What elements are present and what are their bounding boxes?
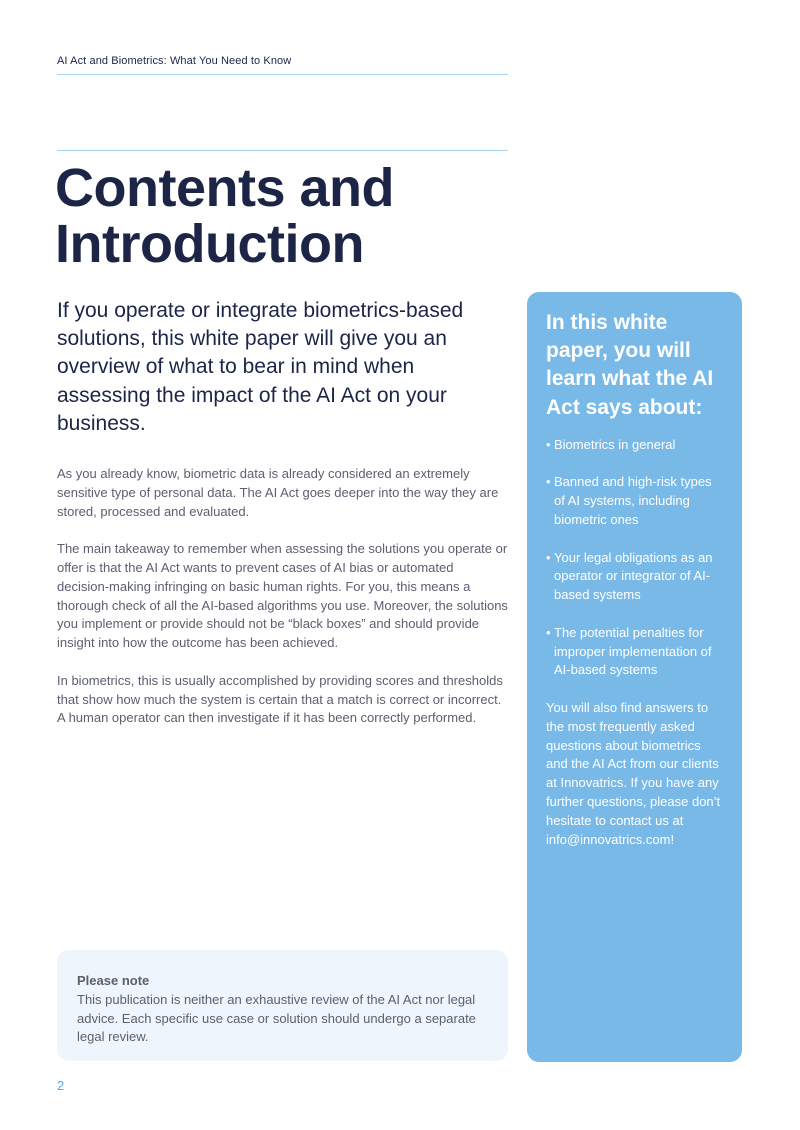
title-divider (57, 150, 508, 151)
bullet-icon: • (546, 549, 551, 565)
page-title (55, 160, 515, 272)
note-heading: Please note (77, 973, 150, 988)
sidebar-item-label: Your legal obligations as an operator or integrator of AI-based systems (554, 549, 713, 603)
sidebar-list-item (546, 473, 724, 529)
summary-sidebar (527, 292, 742, 1062)
sidebar-item-label: Biometrics in general (554, 436, 676, 452)
page-number: 2 (57, 1078, 65, 1093)
header-divider (57, 74, 508, 75)
sidebar-list-item (546, 549, 724, 605)
bullet-icon: • (546, 474, 551, 490)
note-box (57, 950, 508, 1061)
bullet-icon: • (546, 436, 551, 452)
note-text: This publication is neither an exhaustive review of the AI Act nor legal advice. Each specific use case or solution should undergo a separate legal review. (77, 991, 476, 1045)
body-text (57, 465, 509, 747)
page-title-line-1: Contents and (55, 158, 394, 218)
body-paragraph-3: In biometrics, this is usually accomplished by providing scores and thresholds that show how much the system is certain that a match is correct or incorrect. A human operator can then investigate if it has been correctly performed. (57, 672, 503, 726)
sidebar-list-item (546, 624, 724, 680)
page-title-line-2: Introduction (55, 214, 364, 274)
sidebar-outro: You will also find answers to the most frequently asked questions about biometrics and the AI Act from our clients at Innovatrics. If you have any further questions, please don’t hesitate to contact us at info@innovatrics.com! (546, 699, 721, 847)
sidebar-title: In this white paper, you will learn what the AI Act says about: (546, 311, 714, 419)
sidebar-item-label: The potential penalties for improper implementation of AI-based systems (554, 624, 712, 678)
lead-paragraph: If you operate or integrate biometrics-based solutions, this white paper will give you an overview of what to bear in mind when assessing the impact of the AI Act on your business. (57, 299, 464, 435)
running-header: AI Act and Biometrics: What You Need to Know (57, 55, 292, 67)
body-paragraph-2: The main takeaway to remember when assessing the solutions you operate or offer is that the AI Act wants to prevent cases of AI bias or automated decision-making infringing on basic human rights. For you, this means a thorough check of all the AI-based algorithms you use. Moreover, the solutions you implement or provide should not be “black boxes” and should provide insight into how the outcome has been achieved. (57, 541, 508, 651)
bullet-icon: • (546, 624, 551, 640)
body-paragraph-1: As you already know, biometric data is already considered an extremely sensitive type of personal data. The AI Act goes deeper into the way they are stored, processed and evaluated. (57, 466, 499, 519)
sidebar-list (546, 436, 724, 680)
sidebar-item-label: Banned and high-risk types of AI systems, including biometric ones (554, 474, 712, 527)
sidebar-list-item (546, 436, 724, 455)
